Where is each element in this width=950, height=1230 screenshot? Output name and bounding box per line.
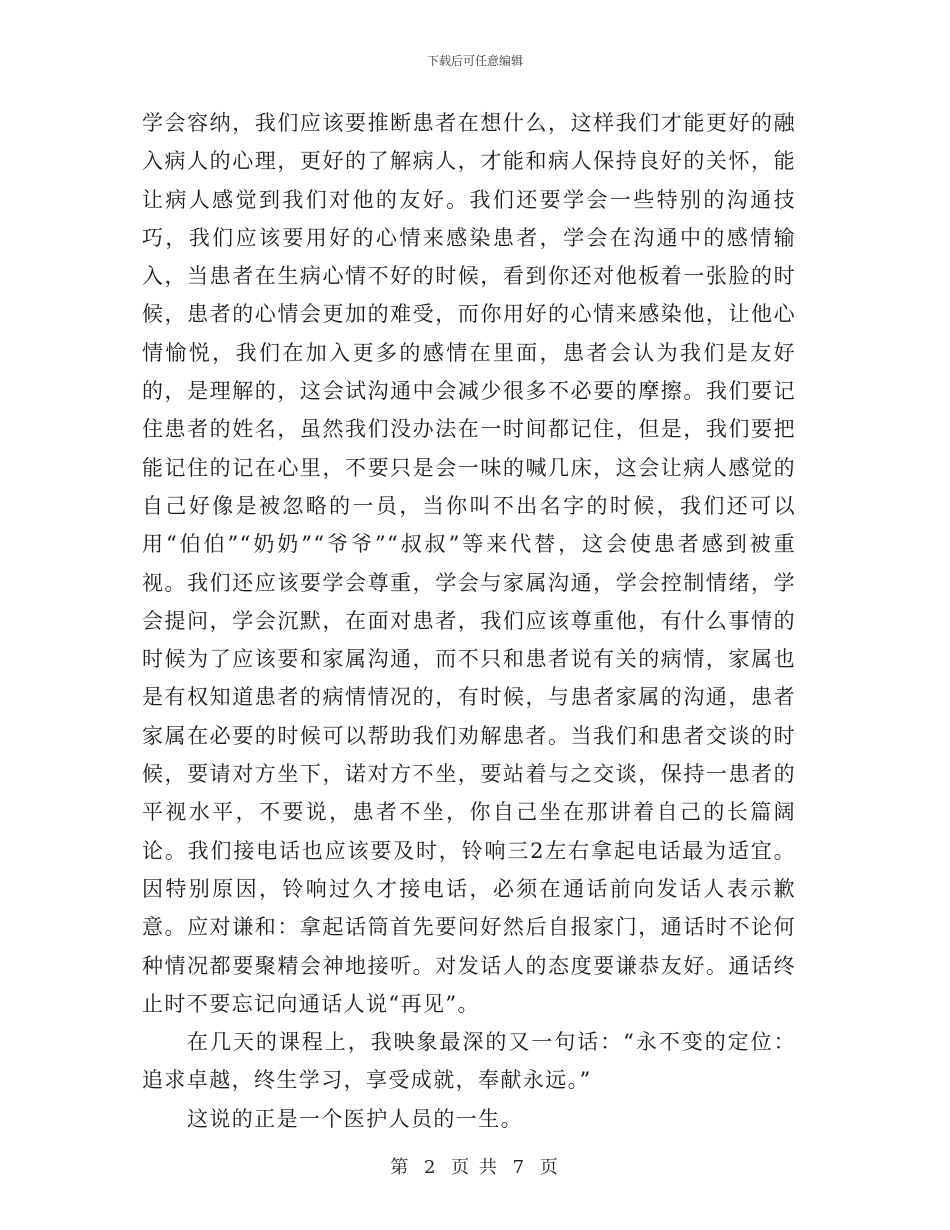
- footer-total-pages: 7: [512, 1157, 527, 1178]
- paragraph-2: 在几天的课程上，我映象最深的又一句话：“永不变的定位：追求卓越，终生学习，享受成就，奉献永远。”: [142, 1030, 796, 1093]
- footer-middle: 页 共: [451, 1157, 499, 1178]
- footer-prefix: 第: [390, 1157, 411, 1178]
- paragraph-3: 这说的正是一个医护人员的一生。: [187, 1106, 523, 1131]
- page-footer: [0, 1153, 950, 1179]
- footer-page-number: 2: [423, 1157, 438, 1178]
- body-text: [142, 104, 796, 1138]
- footer-suffix: 页: [539, 1157, 560, 1178]
- page-header: 下载后可任意编辑: [426, 54, 523, 68]
- paragraph-1: 学会容纳，我们应该要推断患者在想什么，这样我们才能更好的融入病人的心理，更好的了解病人，才能和病人保持良好的关怀，能让病人感觉到我们对他的友好。我们还要学会一些特别的沟通技巧，我们应该要用好的心情来感染患者，学会在沟通中的感情输入，当患者在生病心情不好的时候，看到你还对他板着一张脸的时候，患者的心情会更加的难受，而你用好的心情来感染他，让他心情愉悦，我们在加入更多的感情在里面，患者会认为我们是友好的，是理解的，这会试沟通中会减少很多不必要的摩擦。我们要记住患者的姓名，虽然我们没办法在一时间都记住，但是，我们要把能记住的记在心里，不要只是会一味的喊几床，这会让病人感觉的自己好像是被忽略的一员，当你叫不出名字的时候，我们还可以用“伯伯”“奶奶”“爷爷”“叔叔”等来代替，这会使患者感到被重视。我们还应该要学会尊重，学会与家属沟通，学会控制情绪，学会提问，学会沉默，在面对患者，我们应该尊重他，有什么事情的时候为了应该要和家属沟通，而不只和患者说有关的病情，家属也是有权知道患者的病情情况的，有时候，与患者家属的沟通，患者家属在必要的时候可以帮助我们劝解患者。当我们和患者交谈的时候，要请对方坐下，诺对方不坐，要站着与之交谈，保持一患者的平视水平，不要说，患者不坐，你自己坐在那讲着自己的长篇阔论。我们接电话也应该要及时，铃响三2左右拿起电话最为适宜。因特别原因，铃响过久才接电话，必须在通话前向发话人表示歉意。应对谦和：拿起话筒首先要问好然后自报家门，通话时不论何种情况都要聚精会神地接听。对发话人的态度要谦恭友好。通话终止时不要忘记向通话人说“再见”。: [142, 111, 796, 1016]
